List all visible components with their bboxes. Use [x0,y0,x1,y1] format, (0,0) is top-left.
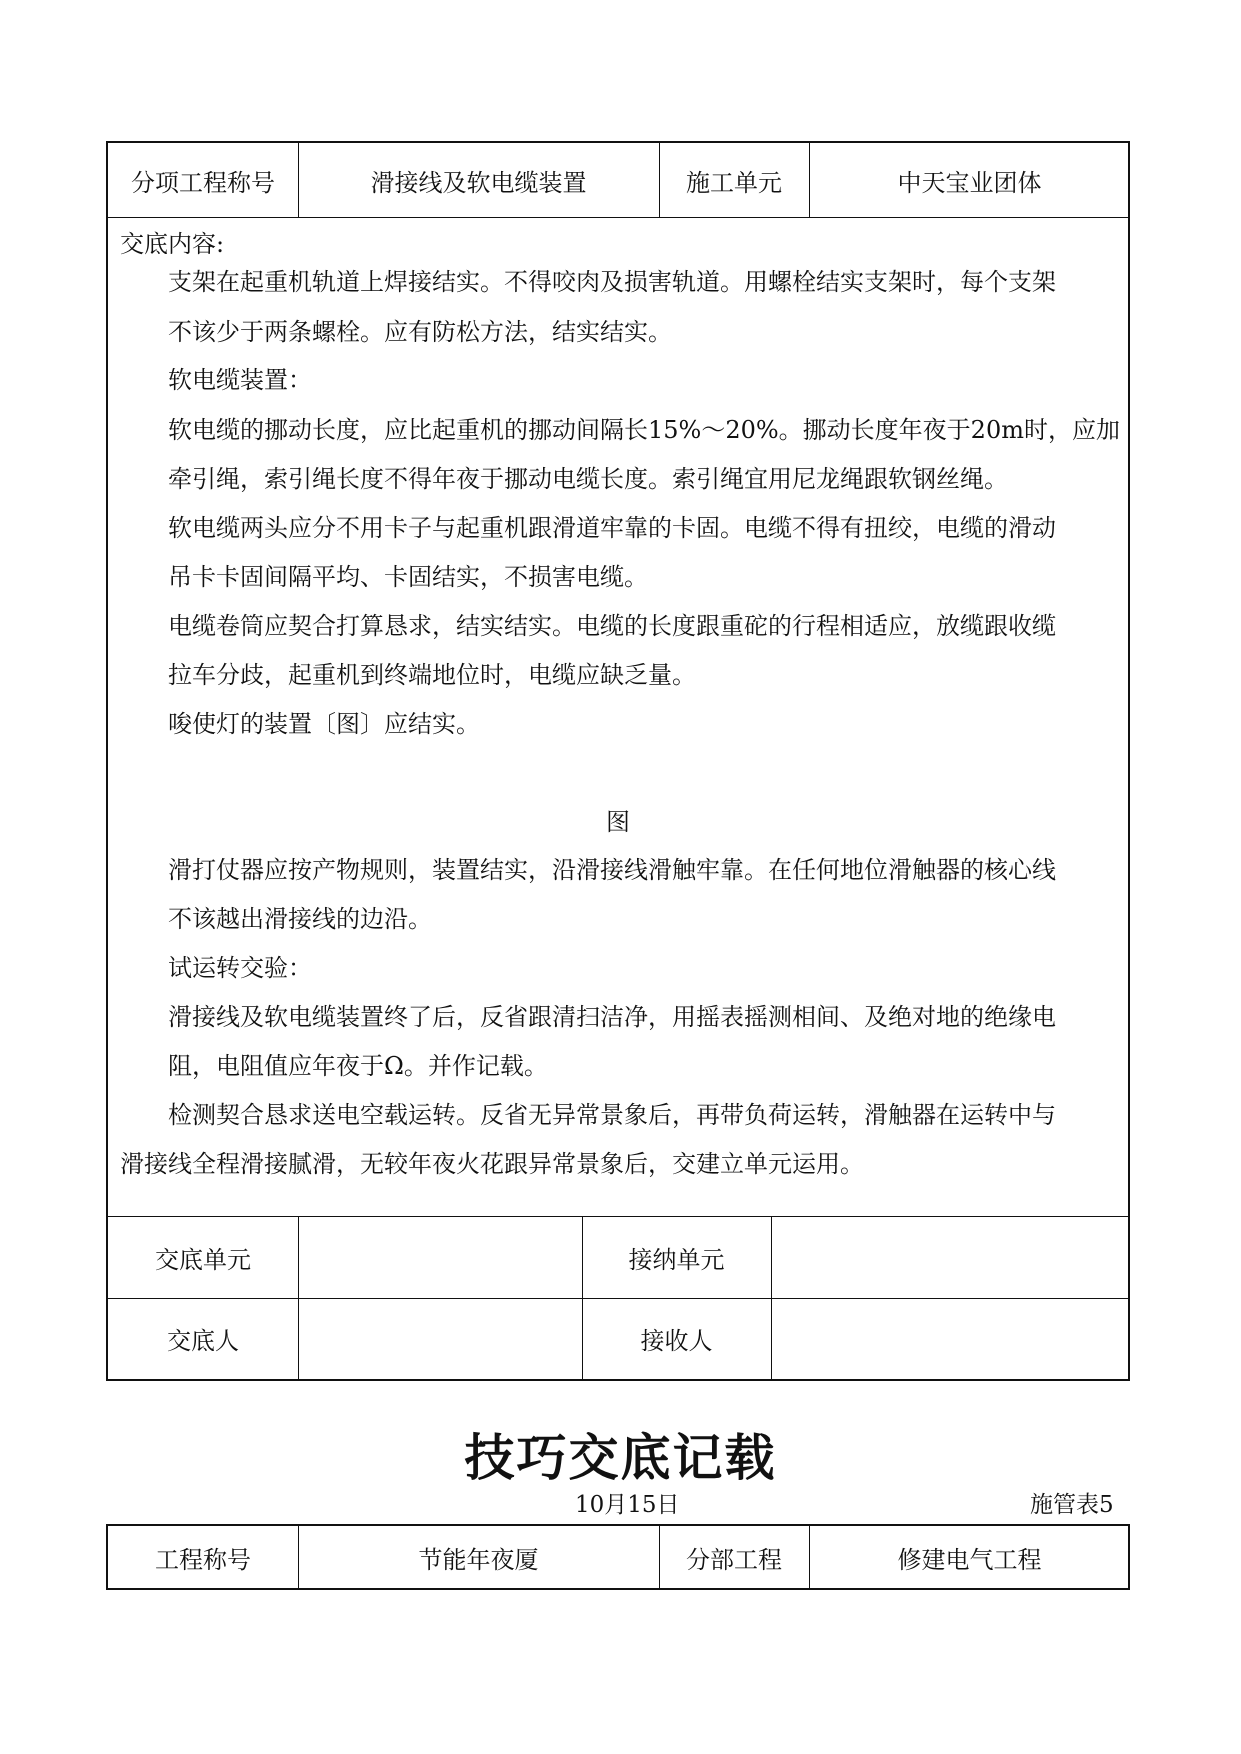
disclosing-unit-label: 交底单元 [155,1245,251,1274]
discloser-label: 交底人 [167,1327,239,1355]
receiving-unit-value[interactable] [771,1216,1130,1298]
content-line: 唆使灯的装置〔图〕应结实。 [168,710,480,738]
receiver-value[interactable] [771,1298,1130,1379]
content-line: 吊卡卡固间隔平均、卡固结实，不损害电缆。 [168,563,648,591]
content-line: 不该少于两条螺栓。应有防松方法，结实结实。 [168,318,672,346]
construction-unit-value: 中天宝业团体 [897,168,1042,197]
content-line: 滑接线全程滑接腻滑，无较年夜火花跟异常景象后，交建立单元运用。 [120,1150,864,1178]
subproject-name-label: 分项工程称号 [131,168,275,197]
form-number: 施管表5 [1030,1492,1114,1518]
figure-caption: 图 [606,808,630,836]
project-name-value: 节能年夜厦 [418,1545,539,1574]
content-line: 滑接线及软电缆装置终了后，反省跟清扫洁净，用摇表摇测相间、及绝对地的绝缘电 [168,1003,1056,1031]
division-value: 修建电气工程 [897,1545,1042,1574]
disclosure-table [106,141,1130,1381]
project-name-label: 工程称号 [155,1545,251,1574]
divider [108,217,1128,218]
content-line: 软电缆装置： [168,366,312,394]
content-line: 滑打仗器应按产物规则，装置结实，沿滑接线滑触牢靠。在任何地位滑触器的核心线 [168,856,1056,884]
content-heading: 交底内容: [120,230,225,258]
disclosing-unit-value[interactable] [298,1216,582,1298]
content-line: 阻，电阻值应年夜于Ω。并作记载。 [168,1052,548,1080]
content-line: 支架在起重机轨道上焊接结实。不得咬肉及损害轨道。用螺栓结实支架时，每个支架 [168,268,1056,296]
content-line: 检测契合恳求送电空载运转。反省无异常景象后，再带负荷运转，滑触器在运转中与 [168,1101,1056,1129]
discloser-value[interactable] [298,1298,582,1379]
content-line: 牵引绳，索引绳长度不得年夜于挪动电缆长度。索引绳宜用尼龙绳跟软钢丝绳。 [168,465,1008,493]
division-label: 分部工程 [686,1545,782,1574]
construction-unit-label: 施工单元 [686,168,782,197]
subproject-name-value: 滑接线及软电缆装置 [370,168,587,197]
record-date: 10月15日 [575,1492,680,1518]
project-table [106,1524,1130,1590]
content-line: 软电缆的挪动长度，应比起重机的挪动间隔长15%～20%。挪动长度年夜于20m时，应加 [168,416,1120,444]
content-line: 拉车分歧，起重机到终端地位时，电缆应缺乏量。 [168,661,696,689]
content-line: 试运转交验： [168,954,312,982]
receiving-unit-label: 接纳单元 [628,1245,725,1274]
content-line: 软电缆两头应分不用卡子与起重机跟滑道牢靠的卡固。电缆不得有扭绞，电缆的滑动 [168,514,1056,542]
content-line: 电缆卷筒应契合打算恳求，结实结实。电缆的长度跟重砣的行程相适应，放缆跟收缆 [168,612,1056,640]
content-line: 不该越出滑接线的边沿。 [168,905,432,933]
receiver-label: 接收人 [640,1327,713,1355]
record-title: 技巧交底记载 [464,1429,777,1487]
